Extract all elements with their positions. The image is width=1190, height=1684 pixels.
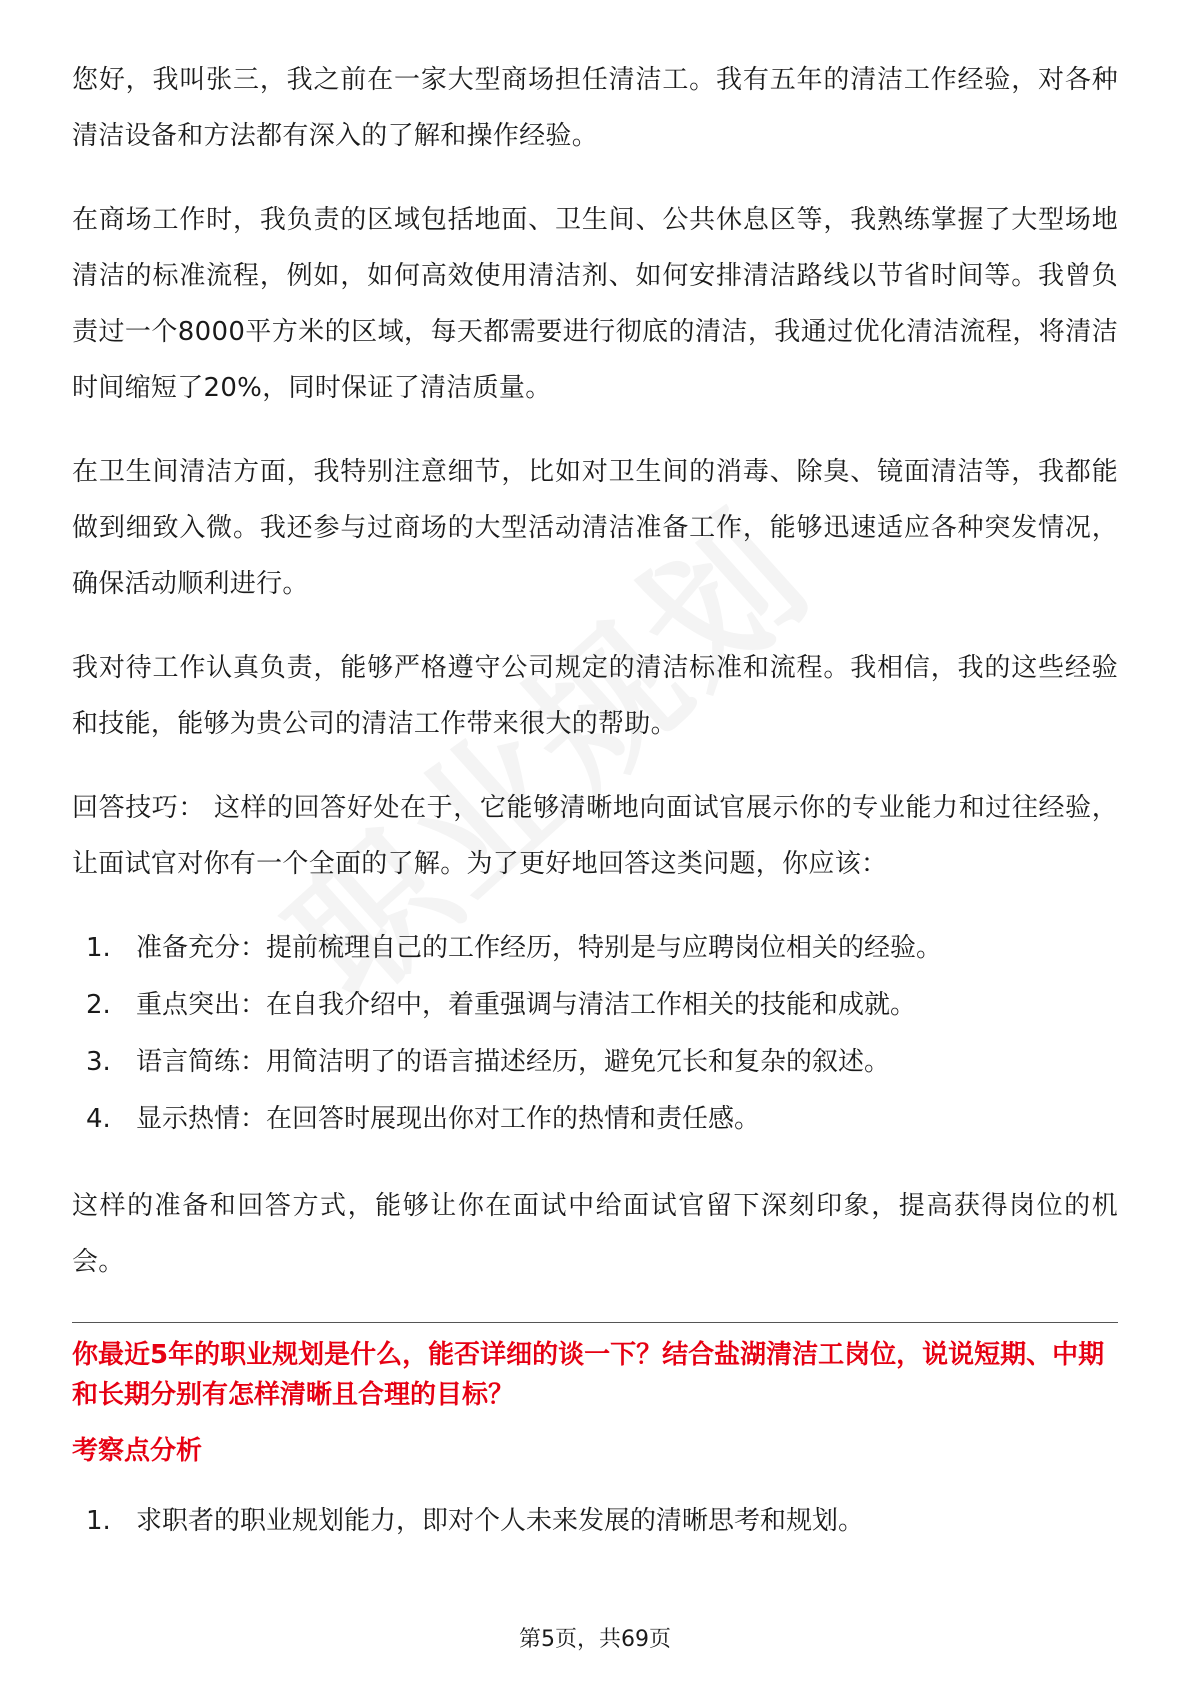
list-item-text: 重点突出：在自我介绍中，着重强调与清洁工作相关的技能和成就。 [136,990,917,1020]
page-footer: 第5页，共69页 [519,1627,671,1652]
list-item [72,1493,1118,1550]
list-item [72,1091,1118,1148]
list-item-text: 显示热情：在回答时展现出你对工作的热情和责任感。 [136,1104,761,1134]
page-content [72,52,1118,1580]
analysis-list [72,1493,1118,1550]
list-item-text: 语言简练：用简洁明了的语言描述经历，避免冗长和复杂的叙述。 [136,1047,891,1077]
list-item-number: 4. [86,1104,111,1134]
analysis-heading: 考察点分析 [72,1436,203,1466]
list-item [72,1034,1118,1091]
answer-paragraph-4: 我对待工作认真负责，能够严格遵守公司规定的清洁标准和流程。我相信，我的这些经验和技能，能够为贵公司的清洁工作带来很大的帮助。 [72,653,1118,739]
list-item-number: 1. [86,1506,111,1536]
list-item-number: 3. [86,1047,111,1077]
interview-question: 你最近5年的职业规划是什么，能否详细的谈一下？结合盐湖清洁工岗位，说说短期、中期和长期分别有怎样清晰且合理的目标？ [72,1340,1105,1410]
answer-paragraph-3: 在卫生间清洁方面，我特别注意细节，比如对卫生间的消毒、除臭、镜面清洁等，我都能做到细致入微。我还参与过商场的大型活动清洁准备工作，能够迅速适应各种突发情况，确保活动顺利进行。 [72,457,1118,599]
list-item-number: 2. [86,990,111,1020]
list-item-text: 准备充分：提前梳理自己的工作经历，特别是与应聘岗位相关的经验。 [136,933,943,963]
list-item-text: 求职者的职业规划能力，即对个人未来发展的清晰思考和规划。 [136,1506,865,1536]
tips-list [72,920,1118,1148]
list-item [72,977,1118,1034]
list-item-number: 1. [86,933,111,963]
list-item [72,920,1118,977]
answer-paragraph-1: 您好，我叫张三，我之前在一家大型商场担任清洁工。我有五年的清洁工作经验，对各种清洁设备和方法都有深入的了解和操作经验。 [72,65,1118,151]
answer-tips-intro: 回答技巧： 这样的回答好处在于，它能够清晰地向面试官展示你的专业能力和过往经验，让面试官对你有一个全面的了解。为了更好地回答这类问题，你应该： [72,793,1118,879]
answer-paragraph-2: 在商场工作时，我负责的区域包括地面、卫生间、公共休息区等，我熟练掌握了大型场地清洁的标准流程，例如，如何高效使用清洁剂、如何安排清洁路线以节省时间等。我曾负责过一个8000平方米的区域，每天都需要进行彻底的清洁，我通过优化清洁流程，将清洁时间缩短了20%，同时保证了清洁质量。 [72,205,1118,403]
closing-paragraph: 这样的准备和回答方式，能够让你在面试中给面试官留下深刻印象，提高获得岗位的机会。 [72,1191,1118,1277]
section-divider [72,1322,1118,1323]
